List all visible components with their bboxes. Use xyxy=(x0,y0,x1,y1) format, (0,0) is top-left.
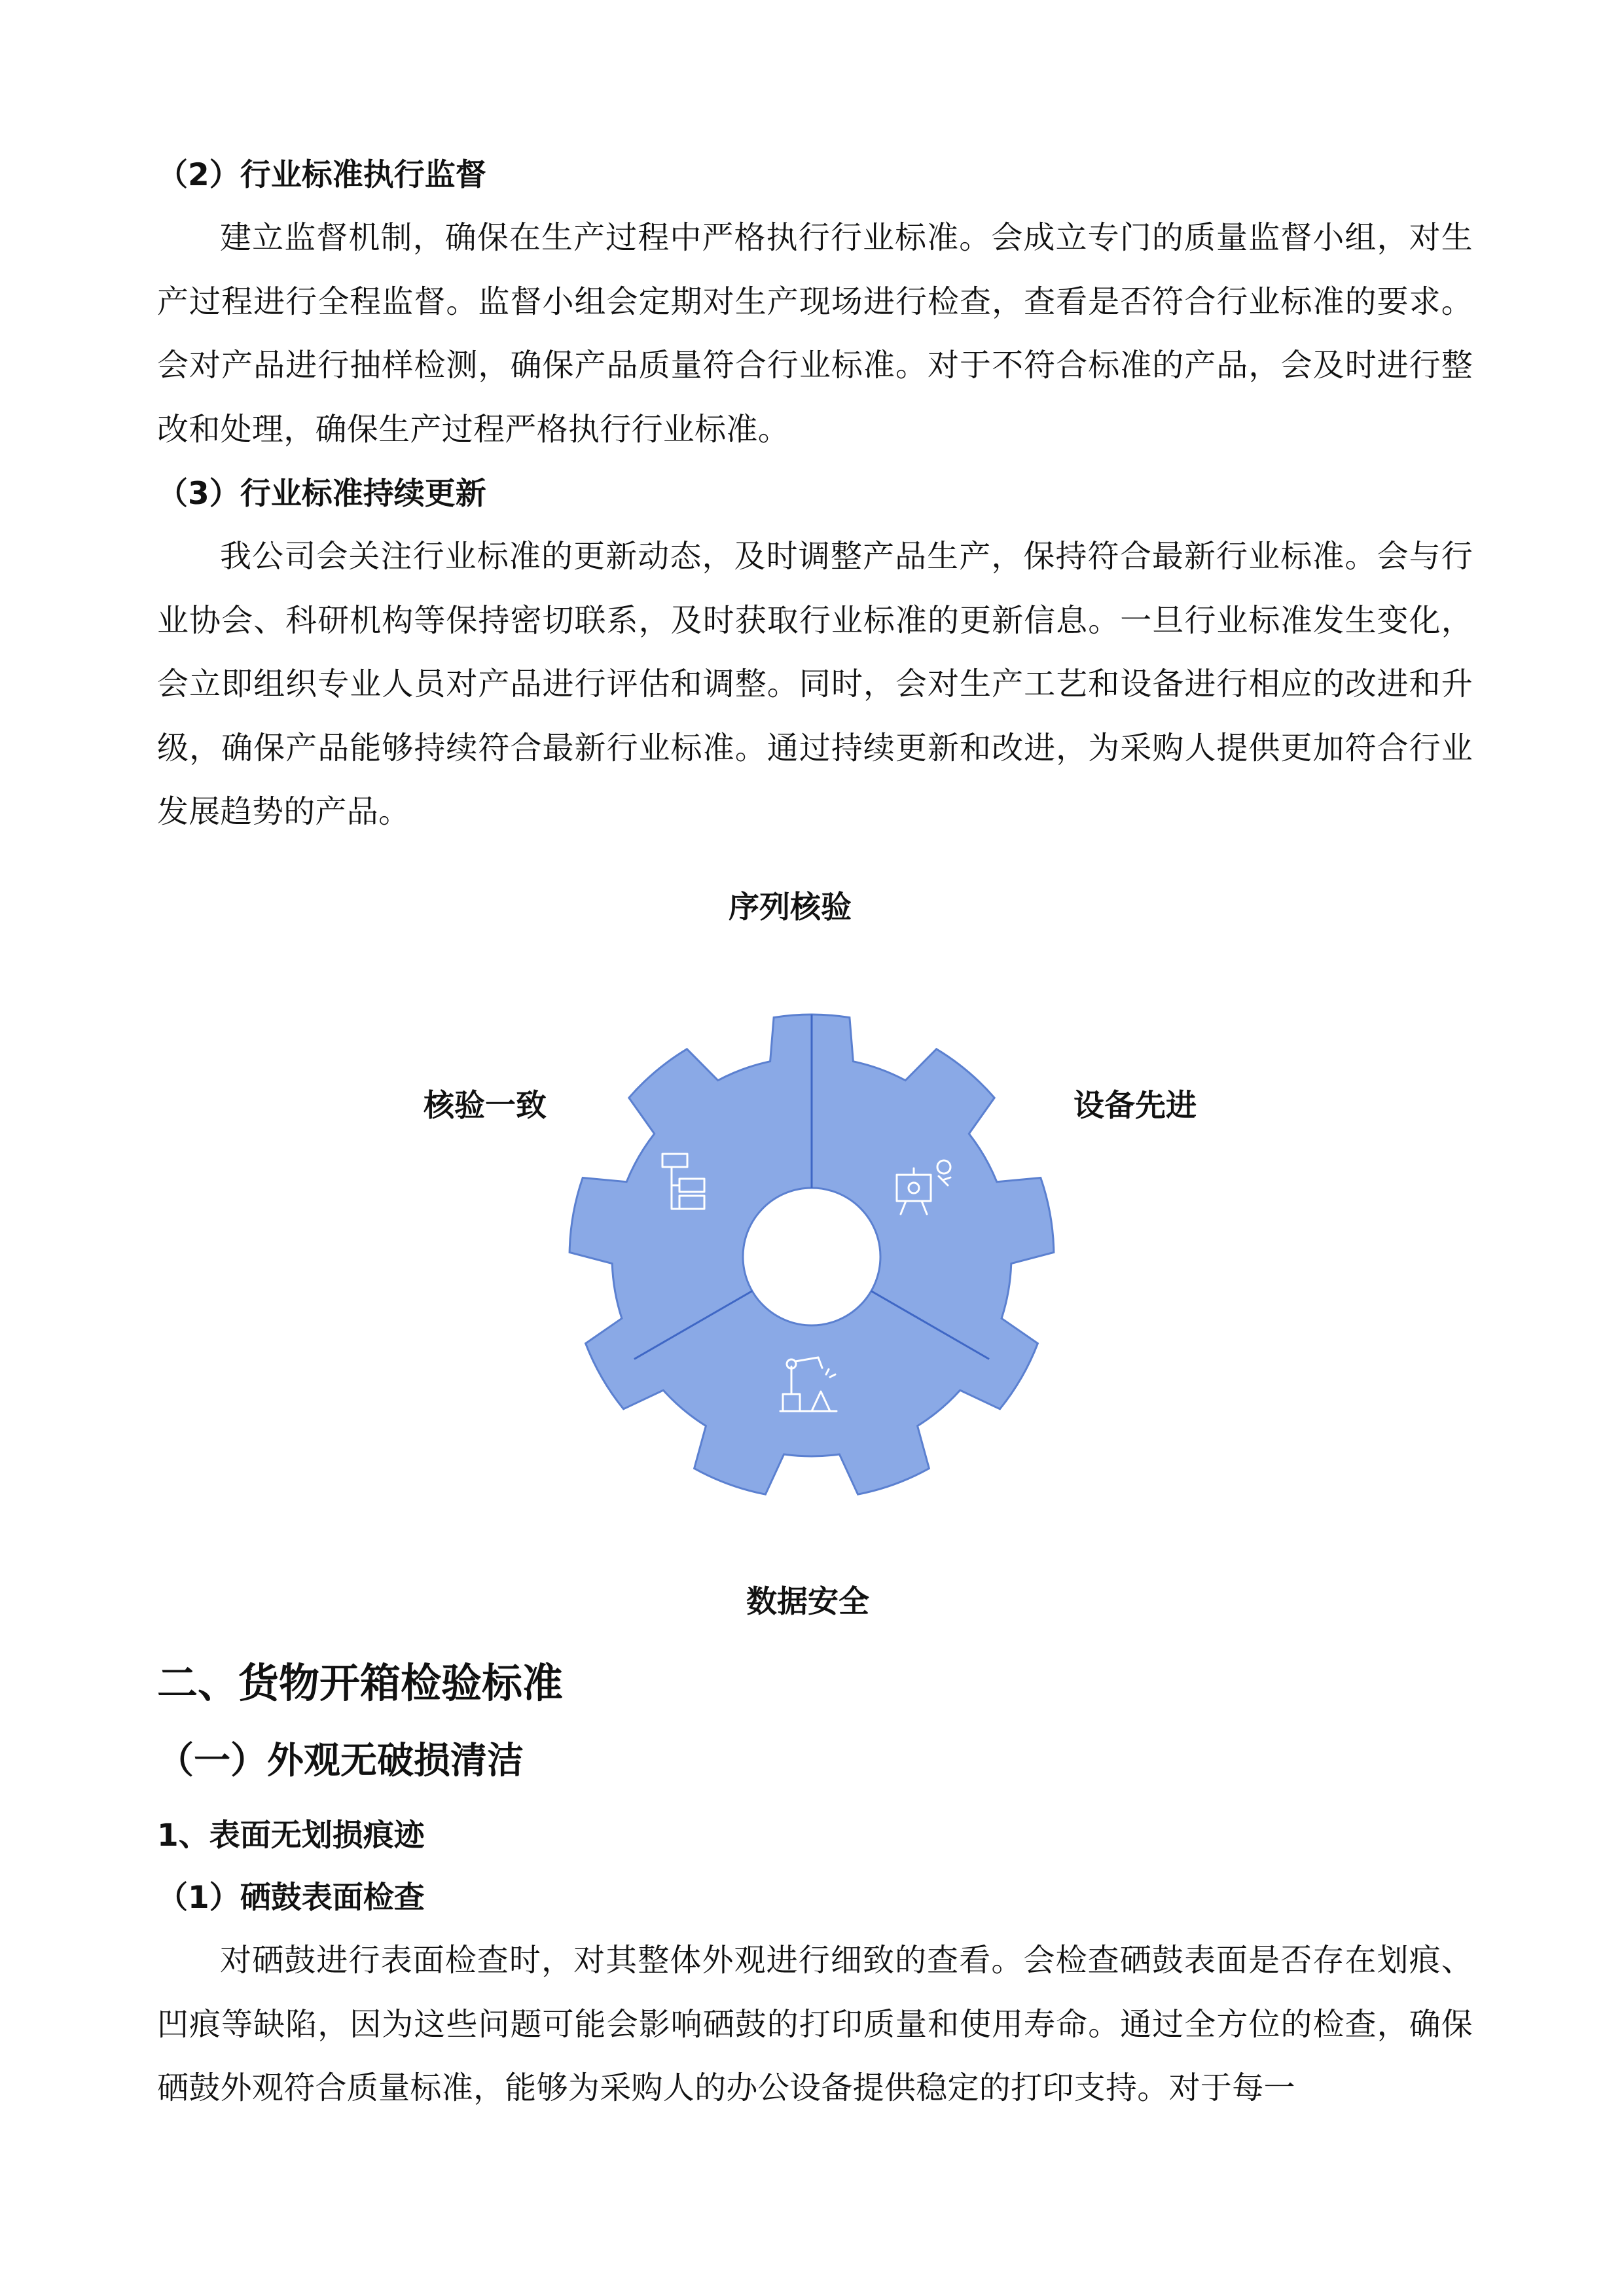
item-heading-drum-surface-check: （1）硒鼓表面检查 xyxy=(157,1880,425,1916)
gear-diagram xyxy=(550,1001,1074,1512)
paragraph-execution-supervision: 建立监督机制，确保在生产过程中严格执行行业标准。会成立专门的质量监督小组，对生产过程进行全程监督。监督小组会定期对生产现场进行检查，查看是否符合行业标准的要求。会对产品进行抽样检测，确保产品质量符合行业标准。对于不符合标准的产品，会及时进行整改和处理，确保生产过程严格执行行业标准。 xyxy=(157,219,1473,448)
diagram-label-consistent: 核验一致 xyxy=(424,1088,547,1124)
item-heading-surface: 1、表面无划损痕迹 xyxy=(157,1818,425,1854)
diagram-label-advanced-equipment: 设备先进 xyxy=(1074,1088,1197,1124)
diagram-label-data-security: 数据安全 xyxy=(746,1584,869,1620)
subchapter-heading: （一）外观无破损清洁 xyxy=(157,1740,524,1782)
chapter-heading: 二、货物开箱检验标准 xyxy=(157,1659,564,1707)
section-heading-execution-supervision: （2）行业标准执行监督 xyxy=(157,157,486,193)
gear-shape xyxy=(569,1014,1054,1494)
paragraph-continuous-update: 我公司会关注行业标准的更新动态，及时调整产品生产，保持符合最新行业标准。会与行业协会、科研机构等保持密切联系，及时获取行业标准的更新信息。一旦行业标准发生变化，会立即组织专业人员对产品进行评估和调整。同时，会对生产工艺和设备进行相应的改进和升级，确保产品能够持续符合最新行业标准。通过持续更新和改进，为采购人提供更加符合行业发展趋势的产品。 xyxy=(157,538,1473,830)
diagram-title: 序列核验 xyxy=(729,889,852,925)
paragraph-drum-surface-check: 对硒鼓进行表面检查时，对其整体外观进行细致的查看。会检查硒鼓表面是否存在划痕、凹痕等缺陷，因为这些问题可能会影响硒鼓的打印质量和使用寿命。通过全方位的检查，确保硒鼓外观符合质量标准，能够为采购人的办公设备提供稳定的打印支持。对于每一 xyxy=(157,1942,1473,2106)
section-heading-continuous-update: （3）行业标准持续更新 xyxy=(157,476,486,512)
